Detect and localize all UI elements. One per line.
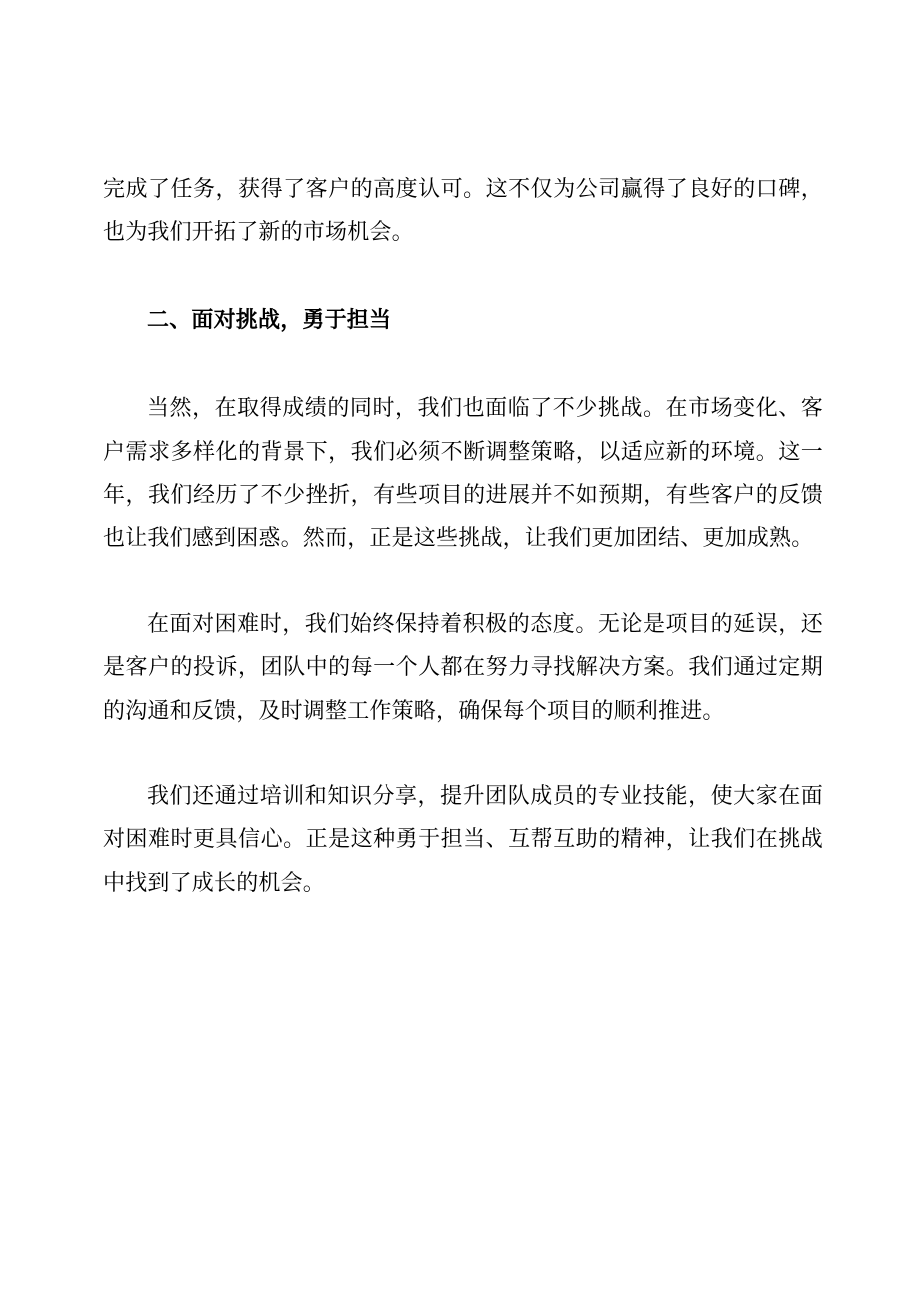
document-body xyxy=(103,168,823,905)
paragraph-continuation: 完成了任务，获得了客户的高度认可。这不仅为公司赢得了良好的口碑，也为我们开拓了新的市场机会。 xyxy=(103,177,823,246)
paragraph-training: 我们还通过培训和知识分享，提升团队成员的专业技能，使大家在面对困难时更具信心。正是这种勇于担当、互帮互助的精神，让我们在挑战中找到了成长的机会。 xyxy=(103,784,823,896)
paragraph-attitude: 在面对困难时，我们始终保持着积极的态度。无论是项目的延误，还是客户的投诉，团队中的每一个人都在努力寻找解决方案。我们通过定期的沟通和反馈，及时调整工作策略，确保每个项目的顺利推进。 xyxy=(103,611,823,724)
paragraph-challenges: 当然，在取得成绩的同时，我们也面临了不少挑战。在市场变化、客户需求多样化的背景下，我们必须不断调整策略，以适应新的环境。这一年，我们经历了不少挫折，有些项目的进展并不如预期，有些客户的反馈也让我们感到困惑。然而，正是这些挑战，让我们更加团结、更加成熟。 xyxy=(103,396,823,552)
section-heading: 二、面对挑战，勇于担当 xyxy=(147,306,392,333)
